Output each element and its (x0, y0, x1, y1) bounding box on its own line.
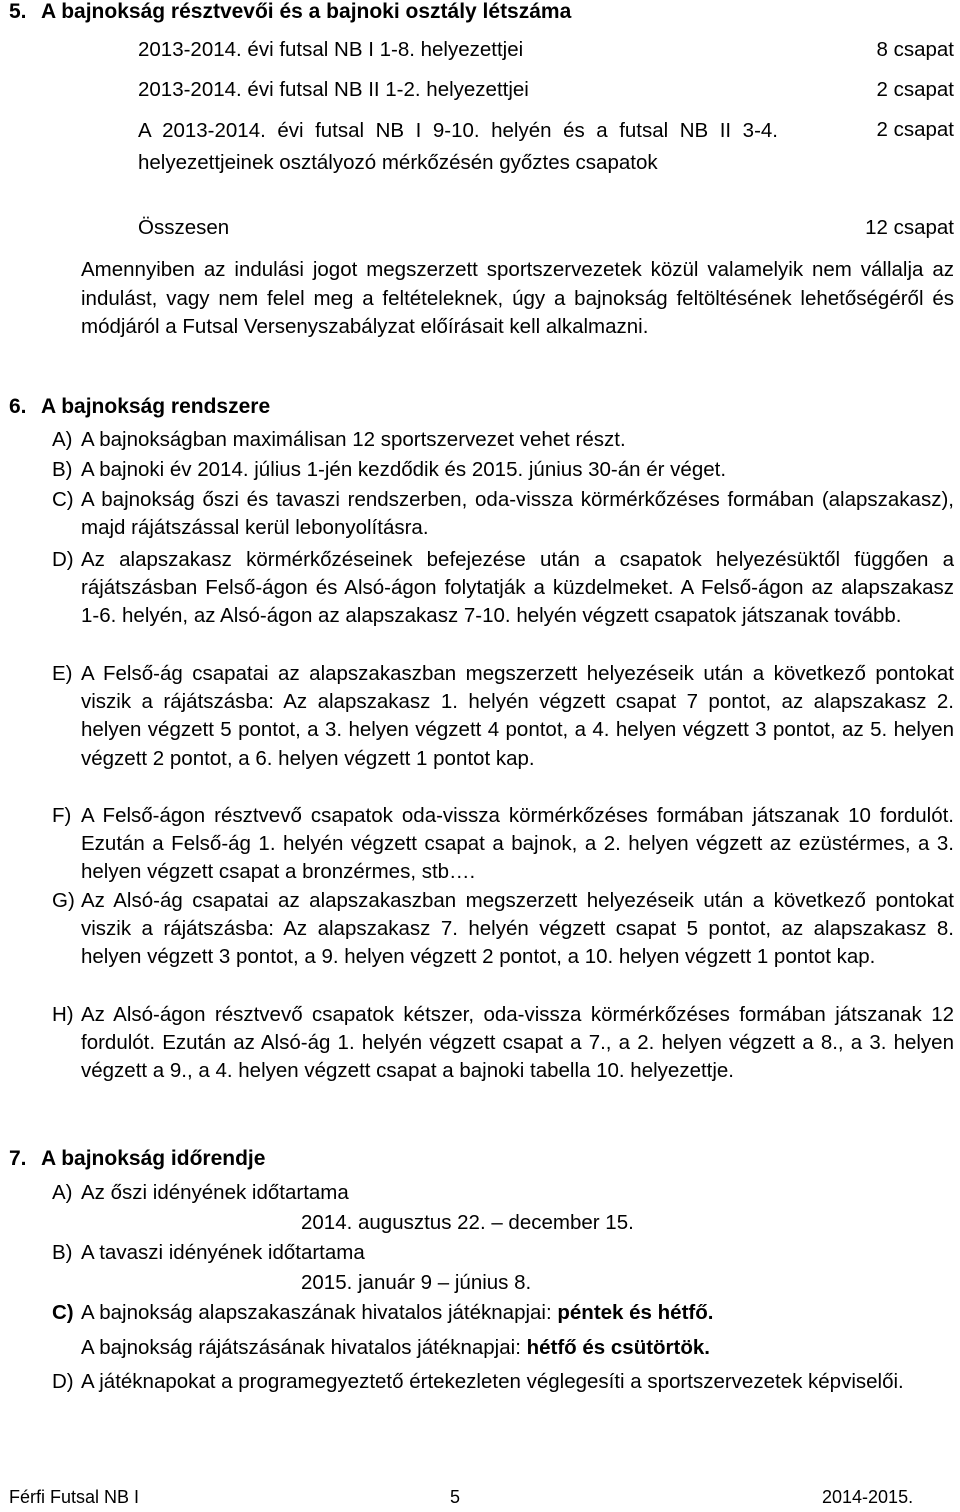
rule-item (52, 546, 954, 631)
regular-season-matchdays-label: A bajnokság alapszakaszának hivatalos játéknapjai: (81, 1301, 558, 1324)
schedule-c-marker: C) (52, 1301, 74, 1324)
team-count-value: 2 csapat (876, 118, 954, 141)
spring-season-dates: 2015. január 9 – június 8. (301, 1271, 532, 1294)
playoff-matchdays-days: hétfő és csütörtök. (526, 1336, 710, 1359)
footer-page-number: 5 (450, 1487, 461, 1507)
rule-item-text: A bajnokság őszi és tavaszi rendszerben, oda-vissza körmérkőzéses formában (alapszakasz), majd rájátszással kerül lebonyolításra. (81, 488, 954, 540)
rule-item (52, 660, 954, 773)
rule-item-marker: A) (52, 428, 73, 451)
rule-item-marker: D) (52, 548, 74, 571)
section-5-number: 5. (9, 0, 27, 23)
team-count-label: 2013-2014. évi futsal NB I 1-8. helyezettjei (138, 38, 524, 61)
section-7-title: A bajnokság időrendje (41, 1147, 266, 1170)
rule-item-marker: E) (52, 662, 73, 685)
autumn-season-label: Az őszi idényének időtartama (81, 1181, 349, 1204)
rule-item (52, 426, 954, 454)
rule-item-marker: G) (52, 889, 75, 912)
schedule-b-marker: B) (52, 1241, 73, 1264)
footer-season: 2014-2015. (822, 1487, 914, 1507)
rule-item-marker: B) (52, 458, 73, 481)
regular-season-matchdays (81, 1298, 713, 1328)
team-count-label: 2013-2014. évi futsal NB II 1-2. helyezettjei (138, 78, 529, 101)
rule-item-text: A bajnokságban maximálisan 12 sportszervezet vehet részt. (81, 428, 626, 451)
section-5-title: A bajnokság résztvevői és a bajnoki osztály létszáma (41, 0, 572, 23)
schedule-a-marker: A) (52, 1181, 73, 1204)
section-6-number: 6. (9, 395, 27, 418)
section-6-heading (9, 392, 270, 422)
rule-item (52, 486, 954, 542)
team-count-total-value: 12 csapat (865, 216, 954, 239)
rule-item-marker: F) (52, 804, 72, 827)
regular-season-matchdays-days: péntek és hétfő. (557, 1301, 714, 1324)
team-count-total-label: Összesen (138, 216, 230, 239)
section-7-heading (9, 1144, 265, 1174)
rule-item (52, 1001, 954, 1086)
section-7-number: 7. (9, 1147, 27, 1170)
schedule-d-marker: D) (52, 1370, 74, 1393)
rule-item-text: A Felső-ág csapatai az alapszakaszban megszerzett helyezéseik után a következő pontokat viszik a rájátszásba: Az alapszakasz 1. helyén végzett csapat 7 pontot, az alapszakasz 2. helyen végzett 5 pontot, a 3. helyen végzett 4 pontot, a 4. helyen végzett 3 pontot, az 5. helyen végzett 2 pontot, a 6. helyen végzett 1 pontot kap. (81, 662, 954, 770)
rule-item-text: Az Alsó-ágon résztvevő csapatok kétszer, oda-vissza körmérkőzéses formában játszanak 12 fordulót. Ezután az Alsó-ág 1. helyén végzett csapat a 7., a 2. helyen végzett a 8., a 3. helyen végzett a 9., a 4. helyen végzett csapat a bajnoki tabella 10. helyezettje. (81, 1003, 954, 1083)
rule-item-marker: H) (52, 1003, 74, 1026)
playoff-matchdays-label: A bajnokság rájátszásának hivatalos játéknapjai: (81, 1336, 527, 1359)
team-count-value: 2 csapat (876, 78, 954, 101)
footer-league-name: Férfi Futsal NB I (9, 1487, 140, 1507)
autumn-season-dates: 2014. augusztus 22. – december 15. (301, 1211, 634, 1234)
rule-item-text: Az Alsó-ág csapatai az alapszakaszban megszerzett helyezéseik után a következő pontokat viszik a rájátszásba: Az alapszakasz 7. helyén végzett csapat 5 pontot, az alapszakasz 8. helyen végzett 3 pontot, a 9. helyen végzett 2 pontot, a 10. helyen végzett 1 pontot kap. (81, 889, 954, 969)
rule-item (52, 802, 954, 887)
spring-season-label: A tavaszi idényének időtartama (81, 1241, 365, 1264)
section-5-paragraph: Amennyiben az indulási jogot megszerzett sportszervezetek közül valamelyik nem vállalja az indulást, vagy nem felel meg a feltételeknek, úgy a bajnokság feltöltésének lehetőségéről és módjáról a Futsal Versenyszabályzat előírásait kell alkalmazni. (81, 258, 954, 338)
schedule-d-item (52, 1368, 954, 1396)
team-count-value: 8 csapat (876, 38, 954, 61)
rule-item-text: A bajnoki év 2014. július 1-jén kezdődik és 2015. június 30-án ér véget. (81, 458, 727, 481)
schedule-d-text: A játéknapokat a programegyeztető értekezleten véglegesíti a sportszervezetek képviselői. (81, 1370, 904, 1393)
playoff-matchdays (81, 1333, 710, 1363)
section-6-title: A bajnokság rendszere (41, 395, 271, 418)
rule-item (52, 456, 954, 484)
section-5-heading (9, 0, 571, 27)
rule-item (52, 887, 954, 972)
rule-item-marker: C) (52, 488, 74, 511)
rule-item-text: Az alapszakasz körmérkőzéseinek befejezése után a csapatok helyezésüktől függően a rájátszásban Felső-ágon és Alsó-ágon folytatják a küzdelmeket. A Felső-ágon az alapszakasz 1-6. helyén, az Alsó-ágon az alapszakasz 7-10. helyén végzett csapatok játszanak tovább. (81, 548, 954, 628)
rule-item-text: A Felső-ágon résztvevő csapatok oda-vissza körmérkőzéses formában játszanak 10 fordulót. Ezután a Felső-ág 1. helyén végzett csapat a bajnok, a 2. helyen végzett az ezüstérmes, a 3. helyen végzett csapat a bronzérmes, stb…. (81, 804, 954, 884)
team-count-label: A 2013-2014. évi futsal NB I 9-10. helyén és a futsal NB II 3-4. helyezettjeinek osztályozó mérkőzésén győztes csapatok (138, 119, 778, 174)
